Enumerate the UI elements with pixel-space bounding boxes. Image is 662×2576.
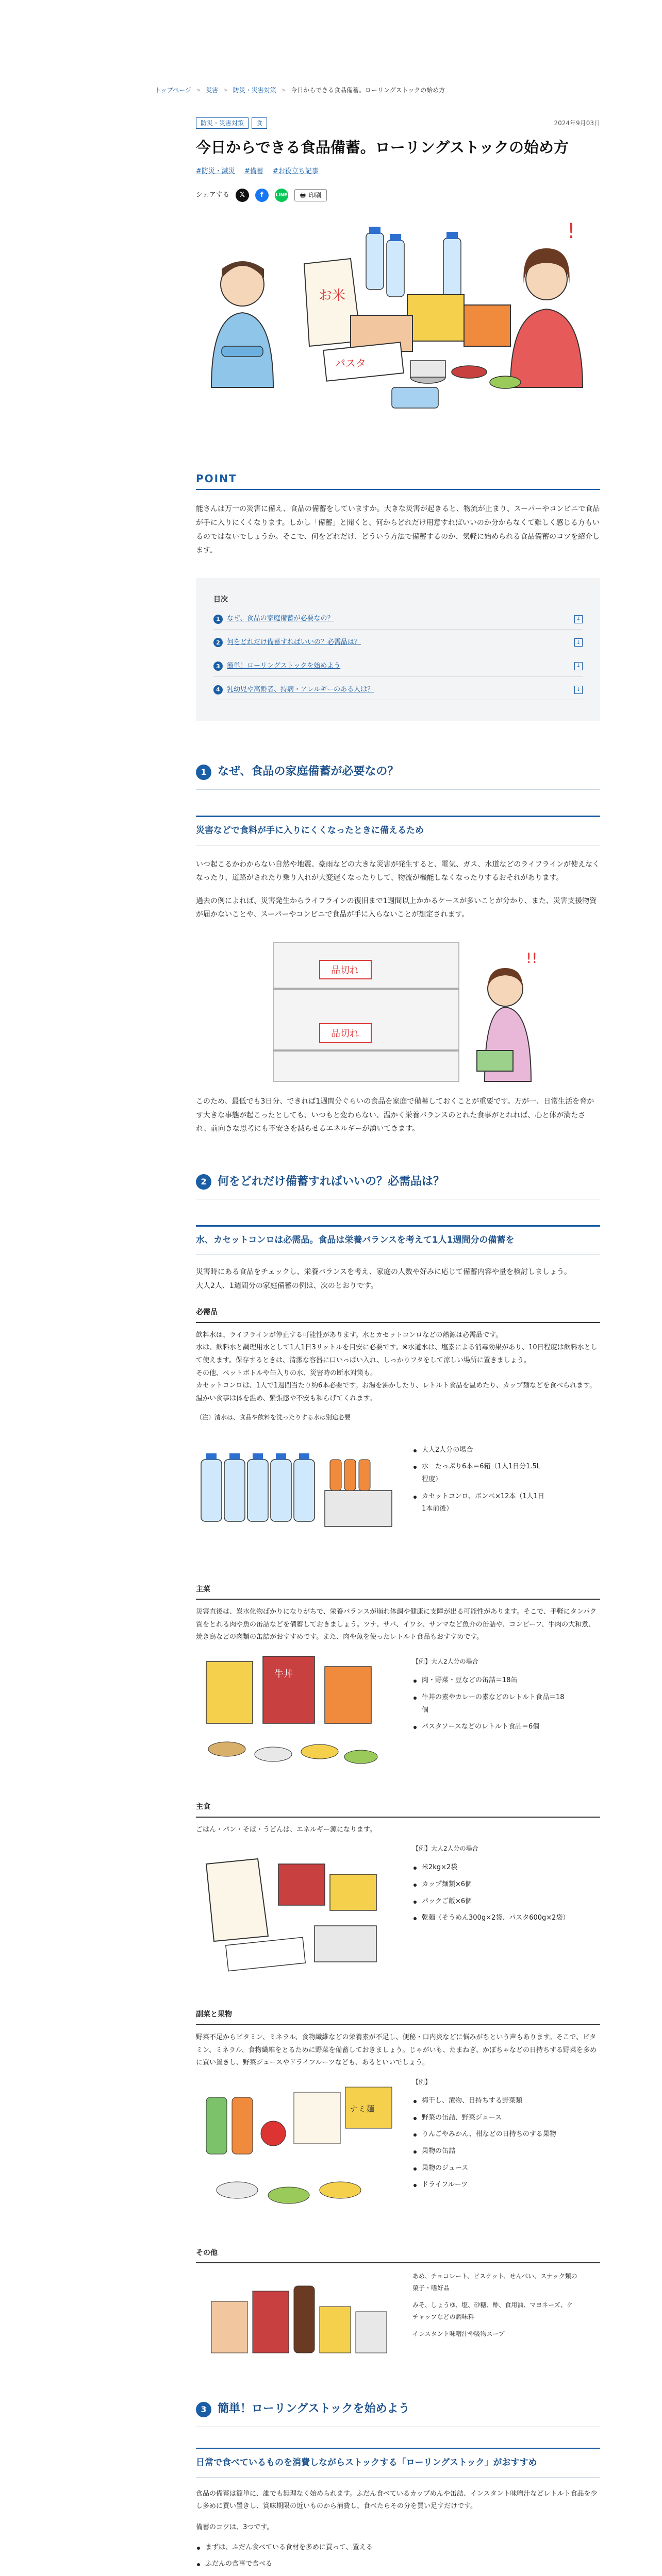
- main-dish-heading: 主菜: [196, 1583, 600, 1600]
- sold-out-label-1: 品切れ: [331, 964, 359, 976]
- toc-item[interactable]: [213, 684, 583, 701]
- staple-text: ごはん・パン・そば・うどんは、エネルギー源になります。: [196, 1825, 376, 1834]
- share-label: シェアする: [196, 191, 229, 199]
- section-1-heading: [196, 762, 600, 790]
- toc-item[interactable]: [213, 637, 583, 653]
- svg-text:!!: !!: [526, 949, 538, 967]
- toc-link[interactable]: 何をどれだけ備蓄すればいいの？必需品は？: [227, 638, 361, 647]
- sold-out-label-2: 品切れ: [331, 1028, 359, 1039]
- list-item: 梅干し、漬物、日持ちする野菜類: [412, 2095, 567, 2108]
- other-heading: その他: [196, 2247, 600, 2264]
- share-bar: [196, 189, 600, 202]
- list-item: カップ麺類×6個: [412, 1878, 567, 1891]
- table-of-contents: [196, 578, 600, 721]
- breadcrumb-prevention[interactable]: 防災・災害対策: [233, 87, 276, 94]
- publish-date: 2024年9月03日: [554, 120, 600, 127]
- list-item: 野菜の缶詰、野菜ジュース: [412, 2112, 567, 2125]
- section-3-list: [196, 2541, 600, 2576]
- section-2-subheading: 水、カセットコンロは必需品。食品は栄養バランスを考えて1人1週間分の備蓄を: [196, 1225, 600, 1255]
- must-have-text: 飲料水は、ライフラインが停止する可能性があります。水とカセットコンロなどの熱源は必需品です。 水は、飲料水と調理用水として1人1日3リットルを目安に必要です。※水道水は、塩素による消毒効果があり、10日程度は飲料水として使えます。保存するときは、清潔な容器に口いっぱい入れ、しっかりフタをして涼しい場所に置きましょう。 その他、ペットボトルや缶入りの水、災害時の断水対策も。 カセットコンロは、1人で1週間当たり約6本必要です。お湯を沸かしたり、レトルト食品を温めたり、カップ麺などを食べられます。温かい食事は体を温め、緊張感や不安も和らげてくれます。: [196, 1331, 598, 1403]
- list-item: 牛丼の素やカレーの素などのレトルト食品＝18個: [412, 1691, 567, 1717]
- side-dish-list-block: [412, 2077, 567, 2231]
- breadcrumb-disaster[interactable]: 災害: [206, 87, 219, 94]
- section-3-heading: [196, 2399, 600, 2427]
- side-dish-text: 野菜不足からビタミン、ミネラル、食物繊維などの栄養素が不足し、便秘・口内炎などに悩みがちという声もあります。そこで、ビタミン、ミネラル、食物繊維をとるために野菜を備蓄しておきましょう。じゃがいも、たまねぎ、かぼちゃなどの日持ちする野菜を多めに買い置きし、野菜ジュースやドライフルーツなども、あるといいでしょう。: [196, 2033, 597, 2067]
- keyword-link[interactable]: #備蓄: [244, 167, 263, 175]
- toc-link[interactable]: なぜ、食品の家庭備蓄が必要なの？: [227, 615, 334, 623]
- staple-list-heading: 【例】大人2人分の場合: [412, 1845, 478, 1853]
- breadcrumb-current: 今日からできる食品備蓄。ローリングストックの始め方: [291, 87, 445, 94]
- tag-food[interactable]: 食: [252, 117, 267, 129]
- arrow-down-icon: ↓: [574, 662, 583, 670]
- list-item: カセットコンロ、ボンベ×12本（1人1日1本前後）: [412, 1490, 547, 1516]
- other-list: [412, 2270, 577, 2374]
- page-title: 今日からできる食品備蓄。ローリングストックの始め方: [196, 139, 569, 156]
- main-dish-list: [412, 1674, 567, 1734]
- list-item: りんごやみかん、柑などの日持ちのする果物: [412, 2128, 567, 2141]
- side-dish-heading: 副菜と果物: [196, 2008, 600, 2025]
- article-tags: [196, 117, 600, 129]
- section-1-paragraph: 過去の例によれば、災害発生からライフラインの復旧まで1週間以上かかるケースが多いことが分かり、また、災害支援物資が届かないことや、スーパーやコンビニで食品が手に入らないことが想定されます。: [196, 896, 597, 919]
- section-1-paragraph: このため、最低でも3日分、できれば1週間分ぐらいの食品を家庭で備蓄しておくことが重要です。万が一、日常生活を脅かす大きな事態が起こったとしても、いつもと変わらない、温かく栄養バランスのとれた食事がとれれば、心と体が満たされ、前向きな思考にも不安さを減らせるエネルギーが湧いてきます。: [196, 1097, 594, 1133]
- facebook-icon[interactable]: f: [255, 189, 269, 202]
- sold-out-svg: [196, 932, 600, 1087]
- point-text: 能さんは万一の災害に備え、食品の備蓄をしていますか。大きな災害が起きると、物流が止まり、スーパーやコンビニで食品が手に入りにくくなります。しかし「備蓄」と聞くと、何からどれだけ用意すればいいのか分からなくて難しく感じる方もいるのではないでしょうか。そこで、何をどれだけ、どういう方法で備蓄するのか、気軽に始められる食品備蓄のコツを紹介します。: [196, 505, 600, 555]
- toc-number: 3: [213, 662, 223, 671]
- must-have-block: [196, 1429, 600, 1563]
- toc-link[interactable]: 簡単！ローリングストックを始めよう: [227, 662, 341, 670]
- section-title: 何をどれだけ備蓄すればいいの？必需品は？: [218, 1175, 445, 1188]
- section-number: 3: [196, 2402, 211, 2417]
- other-block: [196, 2270, 600, 2374]
- keyword-link[interactable]: #防災・減災: [196, 167, 235, 175]
- arrow-down-icon: ↓: [574, 615, 583, 623]
- list-item: 果物の缶詰: [412, 2145, 567, 2158]
- must-have-heading: 必需品: [196, 1306, 600, 1323]
- section-2-heading: [196, 1172, 600, 1200]
- main-dish-text: 災害直後は、炭水化物ばかりになりがちで、栄養バランスが崩れ体調や健康に支障が出る可能性があります。そこで、手軽にタンパク質をとれる肉や魚の缶詰などを備蓄しておきましょう。ツナ、サバ、イワシ、サンマなど魚介の缶詰や、コンビーフ、牛肉の大和煮、焼き鳥などの肉類の缶詰がおすすめです。また、肉や魚を使ったレトルト食品もおすすめです。: [196, 1608, 597, 1641]
- list-item: 米2kg×2袋: [412, 1861, 567, 1874]
- section-3-subheading: 日常で食べているものを消費しながらストックする「ローリングストック」がおすすめ: [196, 2448, 600, 2478]
- toc-number: 2: [213, 638, 223, 647]
- other-illustration: [196, 2270, 402, 2368]
- keyword-link[interactable]: #お役立ち記事: [272, 167, 319, 175]
- section-1-paragraph: いつ起こるかわからない自然や地震、豪雨などの大きな災害が発生すると、電気、ガス、水道などのライフラインが使えなくなったり、道路がされたり乗り入れが大変遅くなったりして、物流が機能しなくなったりするおそれがあります。: [196, 860, 600, 883]
- side-dish-list: [412, 2095, 567, 2192]
- list-item: パスタソースなどのレトルト食品＝6個: [412, 1721, 567, 1734]
- staple-illustration: [196, 1843, 402, 1982]
- toc-title: 目次: [213, 595, 228, 604]
- chevron-right-icon: >: [223, 87, 228, 93]
- toc-item[interactable]: [213, 613, 583, 630]
- list-item: 果物のジュース: [412, 2162, 567, 2175]
- list-item: 水 たっぷり6本＝6箱（1人1日分1.5L程度）: [412, 1461, 547, 1486]
- chevron-right-icon: >: [196, 87, 201, 93]
- list-item: 大人2人分の場合: [412, 1444, 547, 1457]
- point-heading: POINT: [196, 472, 237, 485]
- x-icon[interactable]: 𝕏: [236, 189, 249, 202]
- main-dish-illustration: [196, 1651, 402, 1775]
- list-item: 肉・野菜・豆などの缶詰＝18缶: [412, 1674, 567, 1687]
- section-title: なぜ、食品の家庭備蓄が必要なの？: [218, 765, 399, 778]
- other-item: みそ、しょうゆ、塩、砂糖、酢、食用油、マヨネーズ、ケチャップなどの調味料: [412, 2301, 573, 2320]
- printer-icon: 🖶: [300, 192, 306, 199]
- list-item: ふだんの食事で食べる: [196, 2558, 600, 2571]
- print-label: 印刷: [309, 192, 322, 199]
- sold-out-illustration: [196, 932, 600, 1087]
- tag-prevention[interactable]: 防災・災害対策: [196, 117, 249, 129]
- main-dish-list-heading: 【例】大人2人分の場合: [412, 1658, 478, 1666]
- must-have-list: [412, 1429, 547, 1563]
- noodle-label: ナミ麺: [350, 2104, 375, 2114]
- main-dish-block: [196, 1651, 600, 1780]
- list-item: パックご飯×6個: [412, 1895, 567, 1908]
- pasta-label: パスタ: [335, 357, 366, 370]
- print-button[interactable]: [294, 189, 327, 201]
- section-2-paragraph: 災害時にある食品をチェックし、栄養バランスを考え、家庭の人数や好みに応じて備蓄内容や量を検討しましょう。: [196, 1267, 571, 1276]
- svg-text:!: !: [567, 219, 576, 244]
- side-dish-block: [196, 2077, 600, 2231]
- staple-block: [196, 1843, 600, 1988]
- side-dish-illustration: [196, 2077, 402, 2226]
- toc-link[interactable]: 乳幼児や高齢者、持病・アレルギーのある人は？: [227, 685, 374, 693]
- must-have-note: （注）清水は、食品や飲料を洗ったりする水は別途必要: [196, 1413, 351, 1421]
- toc-item[interactable]: [213, 660, 583, 677]
- keyword-list: [196, 166, 600, 178]
- section-number: 2: [196, 1174, 211, 1190]
- breadcrumb-home[interactable]: トップページ: [155, 87, 191, 94]
- section-1-subheading: 災害などで食料が手に入りにくくなったときに備えるため: [196, 816, 600, 845]
- other-item: インスタント味噌汁や吸物スープ: [412, 2330, 505, 2337]
- line-icon[interactable]: LINE: [275, 189, 288, 202]
- section-3-paragraph: 備蓄のコツは、3つです。: [196, 2523, 274, 2532]
- section-title: 簡単！ローリングストックを始めよう: [218, 2402, 410, 2416]
- rice-bag-label: お米: [319, 288, 346, 304]
- arrow-down-icon: ↓: [574, 686, 583, 694]
- section-number: 1: [196, 765, 211, 780]
- list-item: ドライフルーツ: [412, 2179, 567, 2192]
- list-item: 乾麺（そうめん300g×2袋、パスタ600g×2袋）: [412, 1912, 567, 1925]
- water-stove-illustration: [196, 1429, 402, 1552]
- main-dish-list-block: [412, 1651, 567, 1780]
- other-item: あめ、チョコレート、ビスケット、せんべい、スナック類の菓子・嗜好品: [412, 2273, 577, 2292]
- hero-illustration-svg: [196, 217, 600, 434]
- arrow-down-icon: ↓: [574, 638, 583, 647]
- point-divider: [196, 489, 600, 490]
- beef-bowl-label: 牛丼: [274, 1669, 293, 1680]
- toc-number: 4: [213, 685, 223, 694]
- list-item: まずは、ふだん食べている食材を多めに買って、置える: [196, 2541, 600, 2554]
- hero-illustration: [196, 217, 600, 434]
- side-dish-list-heading: 【例】: [412, 2078, 432, 2086]
- article: [196, 0, 600, 2576]
- staple-list: [412, 1861, 570, 1925]
- section-3-paragraph: 食品の備蓄は簡単に、誰でも無理なく始められます。ふだん食べているカップめんや缶詰、インスタント味噌汁などレトルト食品を少し多めに買い置きし、賞味期限の近いものから消費し、食べたらその分を買い足すだけです。: [196, 2489, 598, 2511]
- section-2-paragraph: 大人2人、1週間分の家庭備蓄の例は、次のとおりです。: [196, 1281, 378, 1290]
- staple-heading: 主食: [196, 1801, 600, 1818]
- chevron-right-icon: >: [281, 87, 286, 93]
- staple-list-block: [412, 1843, 570, 1988]
- toc-number: 1: [213, 615, 223, 624]
